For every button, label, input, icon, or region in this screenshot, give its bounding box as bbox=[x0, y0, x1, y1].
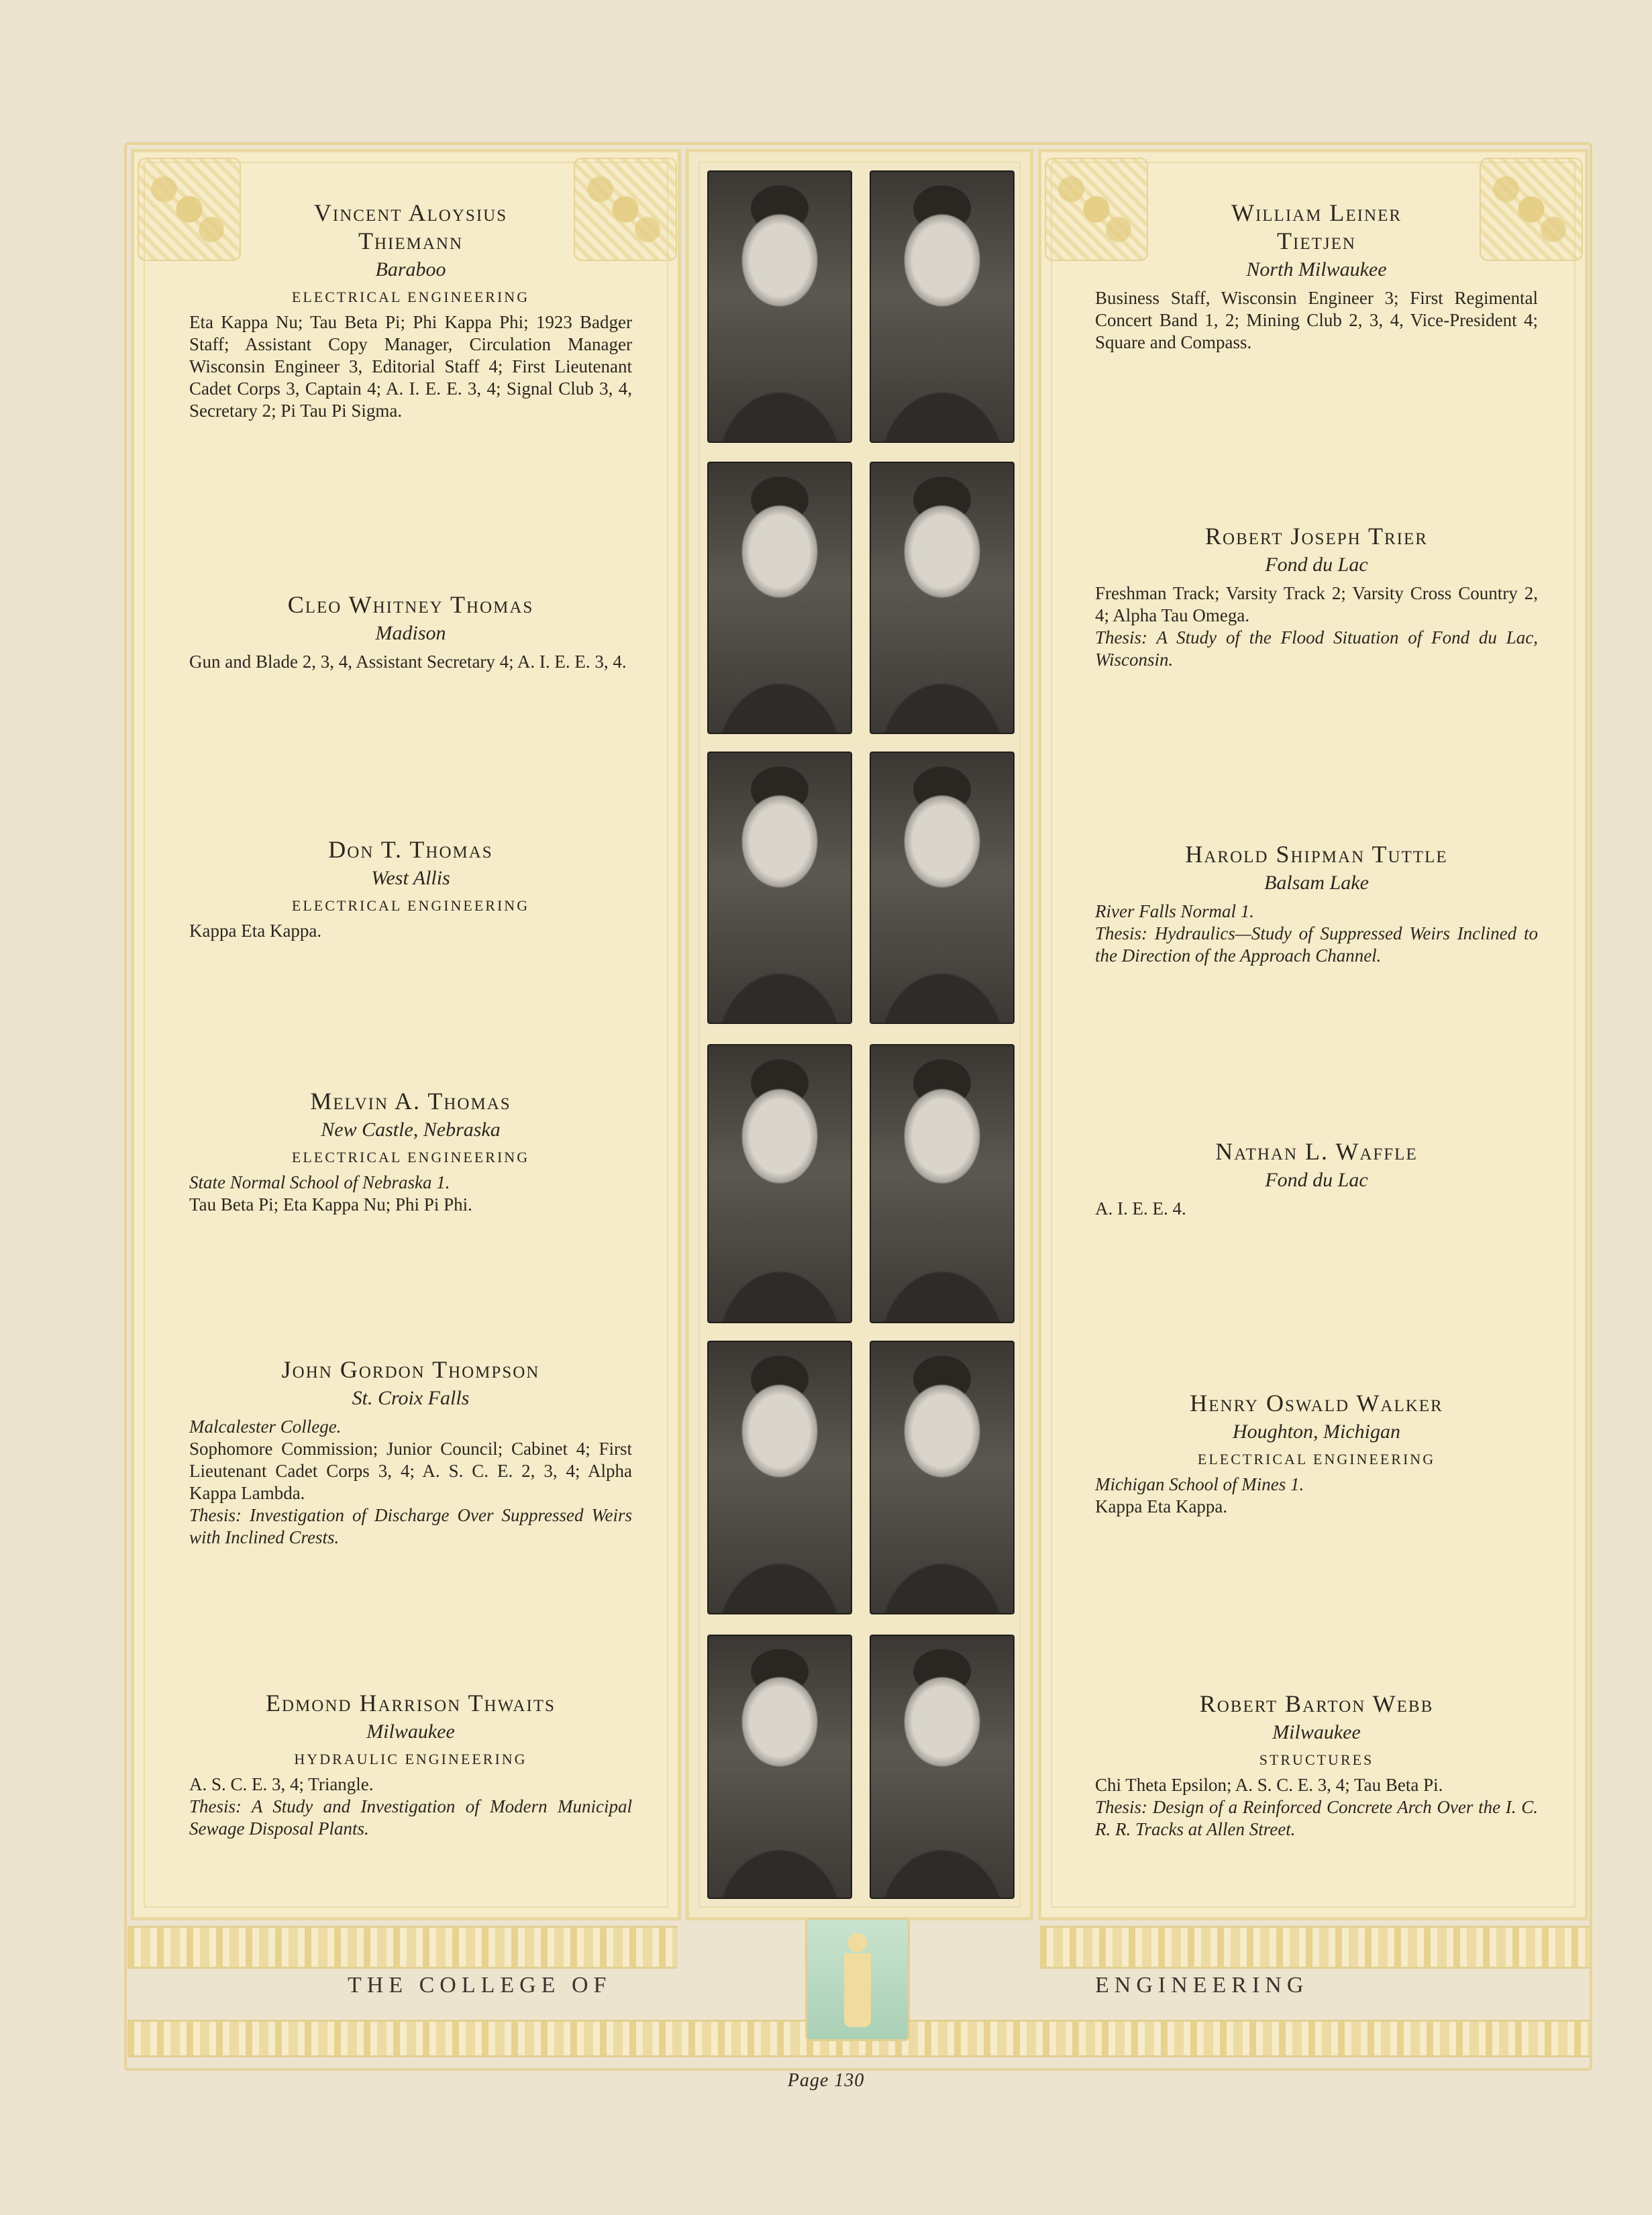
student-name: William Leiner Tietjen bbox=[1231, 199, 1402, 254]
student-entry bbox=[1095, 840, 1538, 967]
student-entry bbox=[189, 1355, 632, 1549]
footer-ornament-band bbox=[1040, 1926, 1590, 1969]
student-activities: Kappa Eta Kappa. bbox=[189, 921, 322, 941]
portrait-photo bbox=[707, 462, 852, 734]
portrait-photo bbox=[870, 1044, 1015, 1323]
portrait-photo bbox=[870, 1635, 1015, 1899]
footer-ornament-band bbox=[127, 1926, 678, 1969]
student-hometown: West Allis bbox=[371, 867, 450, 889]
student-entry bbox=[1095, 1690, 1538, 1841]
student-hometown: New Castle, Nebraska bbox=[321, 1119, 501, 1141]
student-name: Edmond Harrison Thwaits bbox=[266, 1690, 556, 1716]
portrait-photo bbox=[707, 1044, 852, 1323]
student-prior-school: River Falls Normal 1. bbox=[1095, 901, 1254, 921]
student-name: Robert Barton Webb bbox=[1199, 1690, 1434, 1717]
student-activities: Business Staff, Wisconsin Engineer 3; First Regimental Concert Band 1, 2; Mining Club 2, 3, 4, Vice-President 4; Square and Compass. bbox=[1095, 288, 1538, 352]
student-name: Vincent Aloysius Thiemann bbox=[313, 199, 508, 254]
student-activities: Tau Beta Pi; Eta Kappa Nu; Phi Pi Phi. bbox=[189, 1194, 472, 1215]
portrait-photo bbox=[707, 752, 852, 1024]
student-name: Robert Joseph Trier bbox=[1205, 523, 1428, 550]
portrait-photo bbox=[870, 752, 1015, 1024]
footer-left-label: THE COLLEGE OF bbox=[348, 1973, 612, 1998]
student-activities: Eta Kappa Nu; Tau Beta Pi; Phi Kappa Phi; 1923 Badger Staff; Assistant Copy Manager, Circulation Manager Wisconsin Engineer 3, Editorial Staff 4; First Lieutenant Cadet Corps 3, Captain 4; A. I. E. E. 3, 4; Signal Club 3, 4, Secretary 2; Pi Tau Pi Sigma. bbox=[189, 312, 632, 421]
student-hometown: North Milwaukee bbox=[1246, 258, 1387, 280]
student-hometown: Fond du Lac bbox=[1265, 554, 1368, 576]
student-thesis: Thesis: Hydraulics—Study of Suppressed Weirs Inclined to the Direction of the Approach Channel. bbox=[1095, 923, 1538, 966]
student-hometown: Houghton, Michigan bbox=[1233, 1421, 1400, 1443]
student-department: STRUCTURES bbox=[1259, 1751, 1374, 1768]
portrait-photo bbox=[870, 1341, 1015, 1614]
student-department: ELECTRICAL ENGINEERING bbox=[291, 1149, 530, 1166]
right-text-panel bbox=[1038, 149, 1588, 1920]
statue-emblem-icon bbox=[805, 1918, 910, 2041]
student-name: Harold Shipman Tuttle bbox=[1185, 841, 1448, 868]
student-activities: A. S. C. E. 3, 4; Triangle. bbox=[189, 1774, 374, 1794]
student-activities: A. I. E. E. 4. bbox=[1095, 1198, 1186, 1219]
student-prior-school: Michigan School of Mines 1. bbox=[1095, 1474, 1304, 1494]
student-department: ELECTRICAL ENGINEERING bbox=[291, 897, 530, 914]
student-entry bbox=[1095, 1137, 1538, 1220]
student-hometown: Milwaukee bbox=[1272, 1721, 1361, 1743]
student-department: HYDRAULIC ENGINEERING bbox=[294, 1751, 527, 1767]
student-name: Nathan L. Waffle bbox=[1215, 1138, 1418, 1165]
student-entry bbox=[189, 199, 632, 422]
portrait-photo bbox=[707, 1635, 852, 1899]
student-entry bbox=[189, 590, 632, 673]
student-name: Cleo Whitney Thomas bbox=[287, 591, 534, 618]
student-activities: Kappa Eta Kappa. bbox=[1095, 1496, 1228, 1516]
student-department: ELECTRICAL ENGINEERING bbox=[291, 289, 530, 305]
student-activities: Freshman Track; Varsity Track 2; Varsity Cross Country 2, 4; Alpha Tau Omega. bbox=[1095, 583, 1538, 625]
student-entry bbox=[1095, 199, 1538, 354]
student-entry bbox=[189, 835, 632, 942]
student-department: ELECTRICAL ENGINEERING bbox=[1197, 1451, 1436, 1467]
portrait-photo bbox=[870, 462, 1015, 734]
portrait-photo bbox=[870, 170, 1015, 443]
page-number: Page 130 bbox=[787, 2070, 865, 2091]
student-thesis: Thesis: Investigation of Discharge Over Suppressed Weirs with Inclined Crests. bbox=[189, 1505, 632, 1547]
student-hometown: Fond du Lac bbox=[1265, 1169, 1368, 1191]
student-thesis: Thesis: Design of a Reinforced Concrete Arch Over the I. C. R. R. Tracks at Allen Street. bbox=[1095, 1797, 1538, 1839]
student-hometown: St. Croix Falls bbox=[352, 1387, 470, 1409]
footer-right-label: ENGINEERING bbox=[1095, 1973, 1309, 1998]
student-name: John Gordon Thompson bbox=[281, 1356, 540, 1383]
student-hometown: Balsam Lake bbox=[1264, 872, 1369, 894]
student-name: Melvin A. Thomas bbox=[310, 1088, 511, 1115]
student-name: Henry Oswald Walker bbox=[1190, 1390, 1443, 1416]
student-entry bbox=[189, 1689, 632, 1840]
portrait-photo bbox=[707, 170, 852, 443]
student-hometown: Baraboo bbox=[375, 258, 446, 280]
student-entry bbox=[1095, 522, 1538, 671]
student-entry bbox=[1095, 1389, 1538, 1518]
student-activities: Chi Theta Epsilon; A. S. C. E. 3, 4; Tau Beta Pi. bbox=[1095, 1775, 1443, 1795]
student-activities: Sophomore Commission; Junior Council; Cabinet 4; First Lieutenant Cadet Corps 3, 4; A. S. C. E. 2, 3, 4; Alpha Kappa Lambda. bbox=[189, 1439, 632, 1503]
student-entry bbox=[189, 1087, 632, 1216]
student-thesis: Thesis: A Study and Investigation of Modern Municipal Sewage Disposal Plants. bbox=[189, 1796, 632, 1839]
portrait-photo bbox=[707, 1341, 852, 1614]
student-activities: Gun and Blade 2, 3, 4, Assistant Secretary 4; A. I. E. E. 3, 4. bbox=[189, 652, 627, 672]
student-prior-school: State Normal School of Nebraska 1. bbox=[189, 1172, 450, 1192]
student-prior-school: Malcalester College. bbox=[189, 1416, 342, 1437]
student-hometown: Milwaukee bbox=[366, 1720, 455, 1743]
student-hometown: Madison bbox=[375, 622, 446, 644]
student-name: Don T. Thomas bbox=[328, 836, 493, 863]
student-thesis: Thesis: A Study of the Flood Situation of Fond du Lac, Wisconsin. bbox=[1095, 627, 1538, 670]
